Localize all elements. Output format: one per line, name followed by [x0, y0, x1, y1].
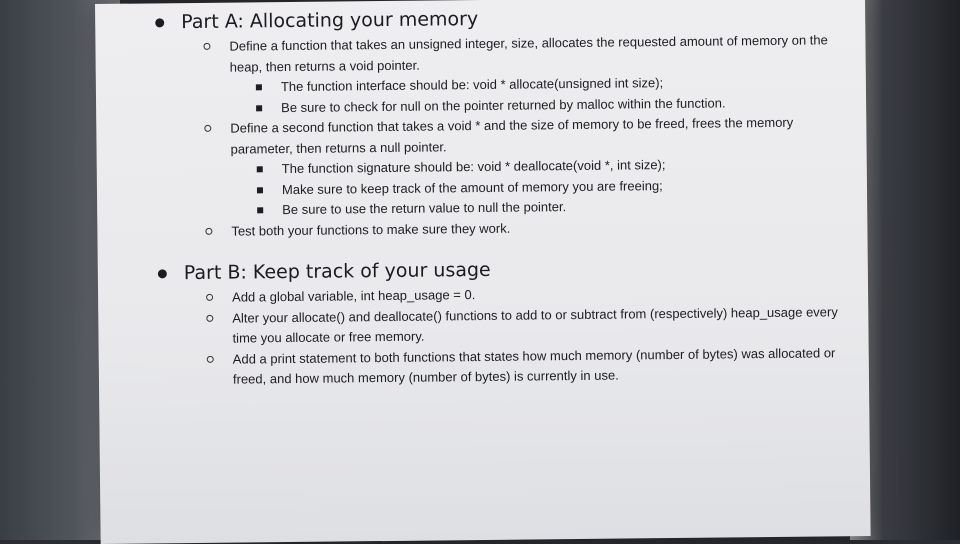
bullet-circle-icon [203, 43, 210, 50]
bullet-square-icon [256, 84, 262, 90]
document-page [95, 0, 871, 544]
part-b-list [158, 281, 849, 391]
bullet-circle-icon [205, 227, 212, 234]
sub-list-item-text: Be sure to check for null on the pointer returned by malloc within the function. [281, 94, 726, 115]
sub-list [231, 153, 848, 221]
list-item-text: Test both your functions to make sure they work. [231, 220, 511, 239]
sub-list-item-text: Be sure to use the return value to null the pointer. [282, 199, 567, 218]
bullet-square-icon [257, 187, 263, 193]
list-item [206, 302, 848, 350]
bullet-dot-icon [158, 269, 167, 278]
bullet-circle-icon [204, 125, 211, 132]
list-item-text: Define a function that takes an unsigned integer, size, allocates the requested amount of memory on the heap, then returns a void pointer. [229, 32, 828, 75]
bullet-circle-icon [206, 314, 213, 321]
list-item-text: Add a global variable, int heap_usage = 0. [232, 287, 476, 305]
list-item [207, 343, 849, 391]
bullet-circle-icon [206, 294, 213, 301]
bullet-square-icon [256, 105, 262, 111]
part-b-heading-text: Part B: Keep track of your usage [183, 258, 491, 285]
part-a-list [155, 30, 847, 242]
sub-list-item-text: The function signature should be: void * deallocate(void *, int size); [281, 157, 666, 177]
sub-list [230, 71, 846, 118]
bullet-square-icon [257, 166, 263, 172]
bullet-dot-icon [155, 18, 164, 27]
list-item [204, 112, 847, 221]
list-item [203, 30, 846, 119]
sub-list-item-text: The function interface should be: void * allocate(unsigned int size); [280, 75, 664, 95]
document-content [155, 0, 849, 391]
list-item-text: Add a print statement to both functions that states how much memory (number of bytes) was allocated or freed, and how much memory (number of bytes) is currently in use. [232, 344, 836, 387]
sub-list-item-text: Make sure to keep track of the amount of memory you are freeing; [281, 177, 663, 197]
part-a-heading-text: Part A: Allocating your memory [181, 8, 479, 34]
bullet-square-icon [257, 207, 263, 213]
bullet-circle-icon [207, 355, 214, 362]
list-item-text: Define a second function that takes a void * and the size of memory to be freed, frees the memory parameter, then returns a null pointer. [230, 114, 794, 157]
list-item-text: Alter your allocate() and deallocate() functions to add to or subtract from (respectively) heap_usage every time you allocate or free memory. [232, 303, 838, 346]
